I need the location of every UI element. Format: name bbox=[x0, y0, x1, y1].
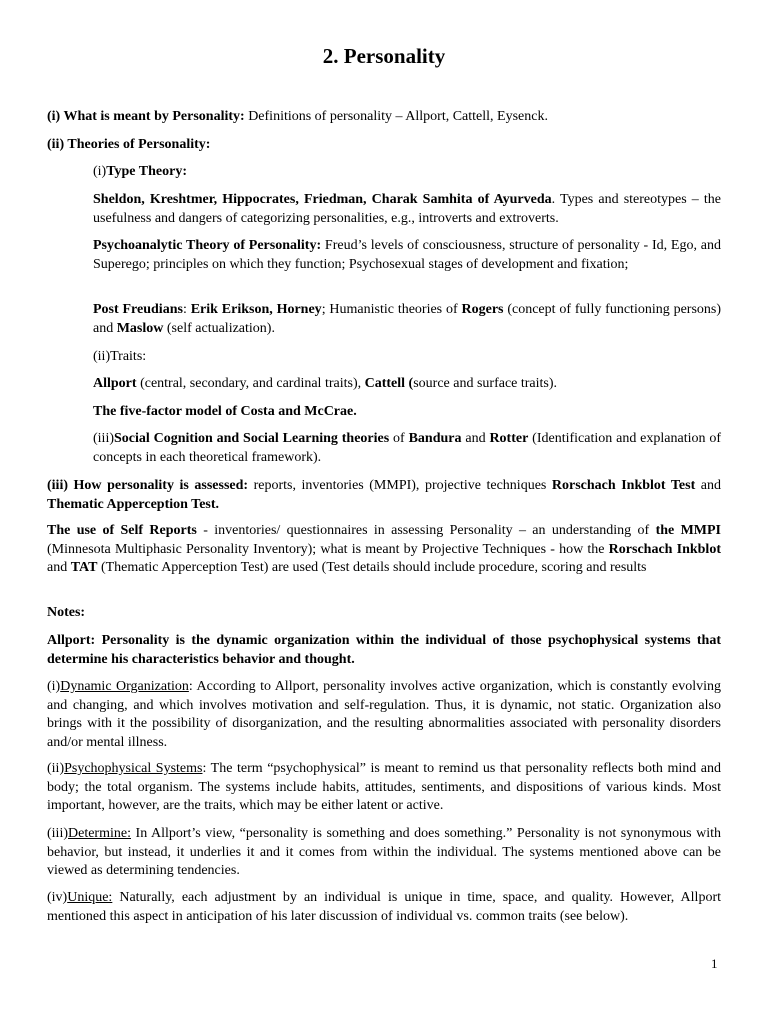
self-reports-text: The use of Self Reports - inventories/ questionnaires in assessing Personality – an understanding of the MMPI (Minnesota Multiphasic Personality Inventory); what is meant by Projective Techniques - how the Rorschach Inkblot and TAT (Thematic Apperception Test) are used (Test details should include procedure, scoring and results bbox=[47, 523, 722, 575]
psychoanalytic-theory-text: Psychoanalytic Theory of Personality: Freud’s levels of consciousness, structure of personality - Id, Ego, and Superego; principles on which they function; Psychosexual stages of development and fixation; bbox=[93, 238, 721, 272]
type-theory-text: Sheldon, Kreshtmer, Hippocrates, Friedman, Charak Samhita of Ayurveda. Types and stereotypes – the usefulness and dangers of categorizing personalities, e.g., introverts and extroverts. bbox=[93, 192, 721, 226]
page-number: 1 bbox=[711, 956, 718, 971]
social-cognition-text: (iii)Social Cognition and Social Learning theories of Bandura and Rotter (Identification and explanation of concepts in each theoretical framework). bbox=[93, 431, 721, 465]
type-theory-heading: (i)Type Theory: bbox=[93, 164, 187, 179]
psychophysical-systems-note: (ii)Psychophysical Systems: The term “psychophysical” is meant to remind us that personality reflects both mind and body; the total organism. The systems include habits, attitudes, sentiments, and dispositions of various kinds. Most important, however, are the traits, which may be either latent or active. bbox=[47, 761, 722, 813]
traits-heading: (ii)Traits: bbox=[93, 349, 147, 364]
dynamic-organization-note: (i)Dynamic Organization: According to Allport, personality involves active organization, which is constantly evolving and changing, and which involves motivation and self-regulation. Thus, it is dynamic, not static. Organization also brings with it the possibility of disorganization, and the resulting abnormalities associated with personality disorders and/or mental illness. bbox=[47, 679, 721, 750]
allport-cattell-text: Allport (central, secondary, and cardinal traits), Cattell (source and surface traits). bbox=[93, 376, 558, 391]
section-what-is-personality: (i) What is meant by Personality: Definitions of personality – Allport, Cattell, Eysenck. bbox=[47, 109, 548, 124]
five-factor-model-text: The five-factor model of Costa and McCrae. bbox=[93, 404, 357, 419]
determine-note: (iii)Determine: In Allport’s view, “personality is something and does something.” Personality is not synonymous with behavior, but instead, it underlies it and it comes from within the individual. The systems mentioned above can be viewed as determining tendencies. bbox=[47, 826, 721, 878]
allport-definition: Allport: Personality is the dynamic organization within the individual of those psychophysical systems that determine his characteristics behavior and thought. bbox=[47, 633, 721, 667]
assessment-section: (iii) How personality is assessed: reports, inventories (MMPI), projective techniques Rorschach Inkblot Test and Thematic Apperception Test. bbox=[47, 478, 722, 512]
page-title: 2. Personality bbox=[322, 44, 446, 68]
unique-note: (iv)Unique: Naturally, each adjustment by an individual is unique in time, space, and quality. However, Allport mentioned this aspect in anticipation of his later discussion of individual vs. common traits (see below). bbox=[47, 890, 721, 924]
section-theories-heading: (ii) Theories of Personality: bbox=[47, 137, 211, 152]
notes-heading: Notes: bbox=[47, 605, 86, 620]
post-freudians-text: Post Freudians: Erik Erikson, Horney; Humanistic theories of Rogers (concept of fully functioning persons) and Maslow (self actualization). bbox=[93, 302, 722, 336]
